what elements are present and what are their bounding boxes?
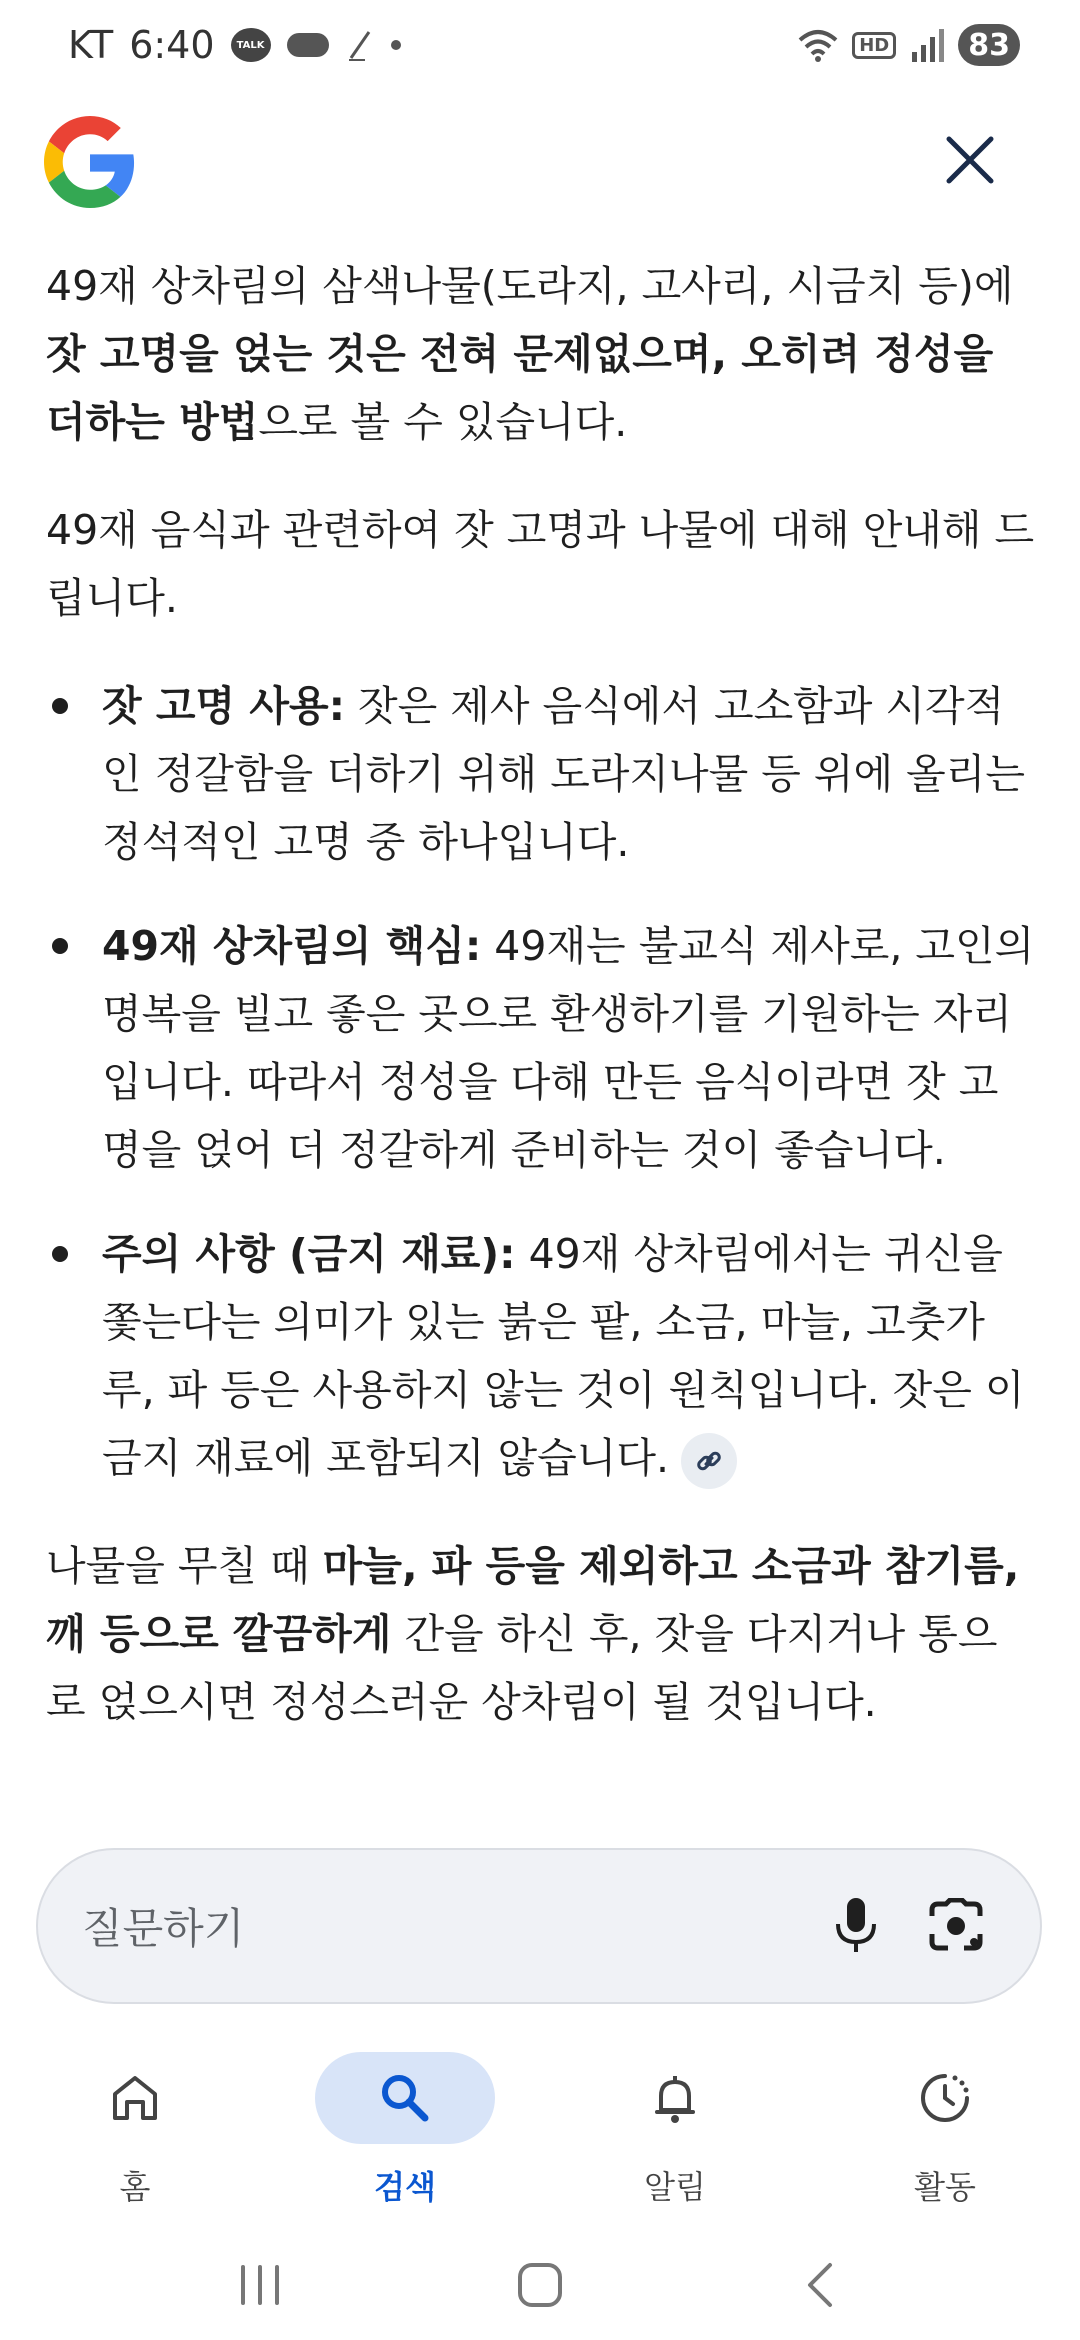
bullet-title: 주의 사항 (금지 재료): <box>102 1230 516 1278</box>
bell-icon <box>647 2070 703 2126</box>
intro-paragraph <box>46 252 1036 456</box>
guide-paragraph: 49재 음식과 관련하여 잣 고명과 나물에 대해 안내해 드립니다. <box>46 506 1035 622</box>
source-link-button[interactable] <box>681 1433 737 1489</box>
list-item <box>46 1220 1036 1492</box>
closing-paragraph <box>46 1532 1036 1736</box>
home-square-icon <box>516 2261 564 2309</box>
back-button[interactable] <box>770 2245 870 2325</box>
microphone-icon <box>832 1896 880 1956</box>
nav-label-search: 검색 <box>374 2168 436 2206</box>
close-icon <box>943 133 997 187</box>
kakaotalk-icon: TALK <box>231 28 271 62</box>
closing-text: 나물을 무칠 때 <box>46 1542 323 1590</box>
ai-answer-content <box>46 252 1036 1787</box>
pen-icon <box>345 28 375 62</box>
list-item <box>46 672 1036 876</box>
header <box>0 110 1080 230</box>
status-right <box>798 24 1020 66</box>
nav-icon-container <box>45 2052 225 2144</box>
cloud-icon <box>287 33 329 57</box>
wifi-icon <box>798 28 838 62</box>
recent-apps-icon <box>235 2263 285 2307</box>
status-left <box>68 23 401 67</box>
closing-bold-text: 마늘, 파 등을 제외하고 소금과 참기름, 깨 등으로 깔끔하게 <box>46 1542 1020 1658</box>
bullet-text: 잣은 제사 음식에서 고소함과 시각적인 정갈함을 더하기 위해 도라지나물 등 위에 올리는 정석적인 고명 중 하나입니다. <box>102 682 1025 866</box>
intro-text: 49재 상차림의 삼색나물(도라지, 고사리, 시금치 등)에 <box>46 262 1014 310</box>
nav-item-search[interactable] <box>305 2052 505 2208</box>
signal-icon <box>910 28 944 62</box>
voice-search-button[interactable] <box>816 1886 896 1966</box>
lens-camera-icon <box>926 1898 986 1954</box>
bullet-text: 49재 상차림에서는 귀신을 쫓는다는 의미가 있는 붉은 팥, 소금, 마늘, 고춧가루, 파 등은 사용하지 않는 것이 원칙입니다. 잣은 이 금지 재료에 포함되지 않습니다. <box>102 1230 1025 1482</box>
home-icon <box>107 2070 163 2126</box>
content-fade <box>0 1730 1080 1800</box>
nav-label-home: 홈 <box>119 2168 151 2206</box>
bullet-text: 49재는 불교식 제사로, 고인의 명복을 빌고 좋은 곳으로 환생하기를 기원하는 자리입니다. 따라서 정성을 다해 만든 음식이라면 잣 고명을 얹어 더 정갈하게 준비하는 것이 좋습니다. <box>102 922 1035 1174</box>
nav-label-activity: 활동 <box>914 2168 976 2206</box>
list-item <box>46 912 1036 1184</box>
closing-text-end: 간을 하신 후, 잣을 다지거나 통으로 얹으시면 정성스러운 상차림이 될 것입니다. <box>46 1610 998 1726</box>
home-system-button[interactable] <box>490 2245 590 2325</box>
bullet-title: 잣 고명 사용: <box>102 682 345 730</box>
system-navigation-bar <box>0 2230 1080 2340</box>
intro-bold-text: 잣 고명을 얹는 것은 전혀 문제없으며, 오히려 정성을 더하는 방법 <box>46 330 994 446</box>
bottom-navigation <box>0 2036 1080 2226</box>
nav-icon-container <box>315 2052 495 2144</box>
hd-voice-icon: HD <box>852 32 896 59</box>
ask-input-bar[interactable] <box>36 1848 1042 2004</box>
carrier-label: KT <box>68 23 114 67</box>
battery-indicator: 83 <box>958 24 1020 66</box>
intro-text-end: 으로 볼 수 있습니다. <box>258 398 628 446</box>
recent-apps-button[interactable] <box>210 2245 310 2325</box>
clock: 6:40 <box>129 23 215 67</box>
ask-input[interactable]: 질문하기 <box>82 1904 245 1953</box>
nav-icon-container <box>585 2052 765 2144</box>
bullet-title: 49재 상차림의 핵심: <box>102 922 482 970</box>
notification-dot-icon <box>391 40 401 50</box>
nav-icon-container <box>855 2052 1035 2144</box>
back-chevron-icon <box>802 2261 838 2309</box>
link-icon <box>694 1446 724 1476</box>
nav-label-notifications: 알림 <box>644 2168 706 2206</box>
google-g-logo <box>44 116 136 208</box>
nav-item-notifications[interactable] <box>575 2052 775 2208</box>
nav-item-activity[interactable] <box>845 2052 1045 2208</box>
activity-icon <box>915 2068 975 2128</box>
search-icon <box>377 2070 433 2126</box>
close-button[interactable] <box>930 120 1010 200</box>
nav-item-home[interactable] <box>35 2052 235 2208</box>
bullet-list <box>46 672 1036 1492</box>
lens-search-button[interactable] <box>916 1886 996 1966</box>
status-bar <box>0 0 1080 90</box>
